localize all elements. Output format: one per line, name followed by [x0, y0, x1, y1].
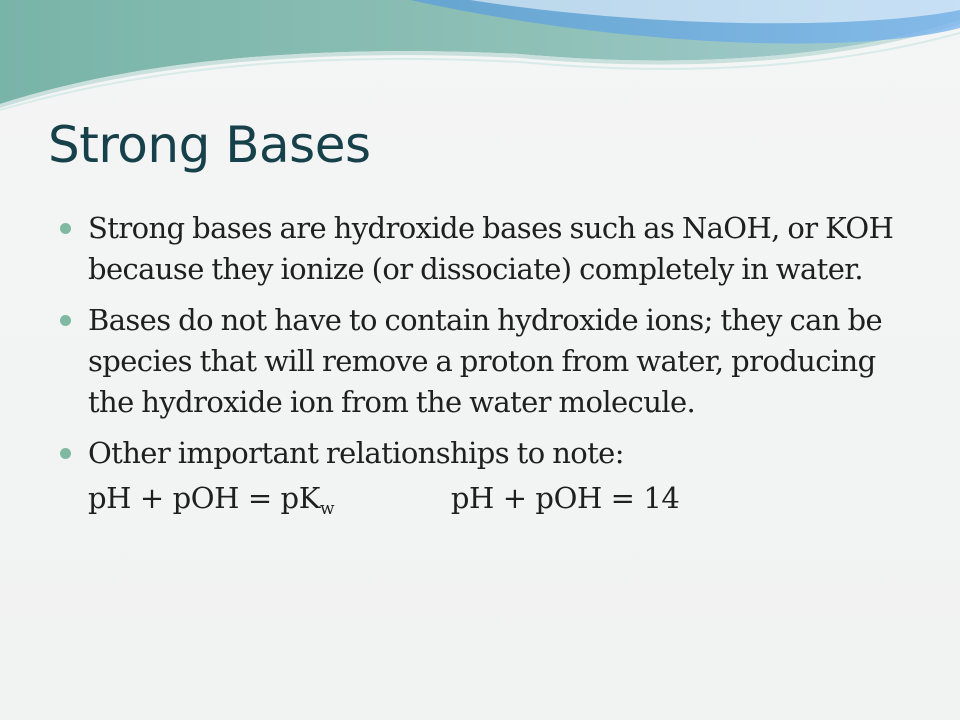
bullet-item: [60, 300, 910, 423]
slide-title: Strong Bases: [48, 116, 371, 174]
bullet-item: [60, 433, 910, 474]
header-wave-decoration: [0, 0, 960, 120]
bullet-dot-icon: [60, 223, 71, 234]
bullet-list: [60, 208, 910, 530]
bullet-dot-icon: [60, 315, 71, 326]
bullet-dot-icon: [60, 448, 71, 459]
formula-line: [60, 478, 910, 530]
bullet-text: Strong bases are hydroxide bases such as NaOH, or KOH because they ionize (or dissociate) completely in water.: [88, 211, 894, 286]
bullet-text: Other important relationships to note:: [88, 436, 624, 470]
bullet-text: Bases do not have to contain hydroxide ions; they can be species that will remove a proton from water, producing the hydroxide ion from the water molecule.: [88, 303, 883, 419]
formula-pkw-subscript: w: [319, 499, 335, 519]
formula-pkw-main: pH + pOH = pK: [88, 481, 320, 515]
bullet-item: [60, 208, 910, 290]
formula-ph-poh-14: pH + pOH = 14: [450, 481, 680, 515]
formula-pkw: [88, 478, 442, 530]
